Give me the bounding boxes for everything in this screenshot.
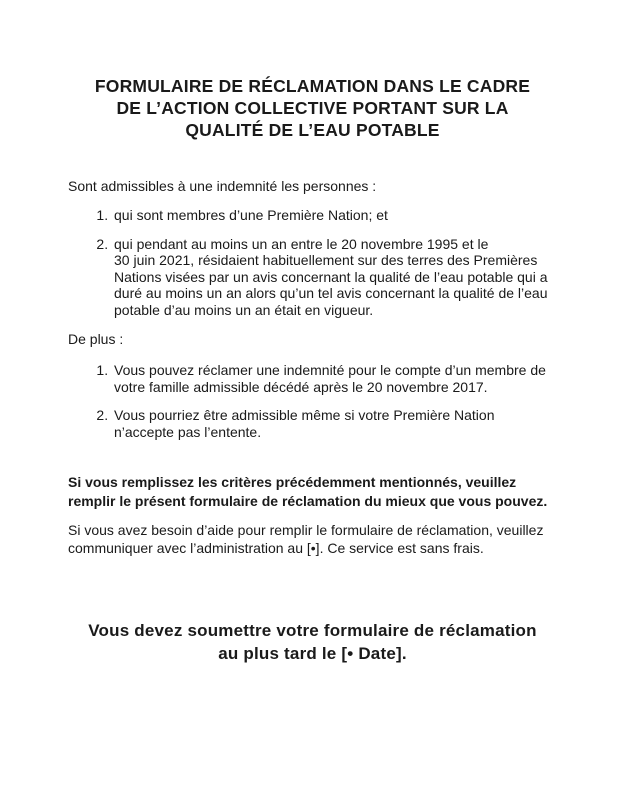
additional-item-2: 2. Vous pourriez être admissible même si votre Première Nation n’accepte pas l’entente. <box>112 407 557 440</box>
deadline-line-1: Vous devez soumettre votre formulaire de réclamation <box>88 621 537 640</box>
document-title-line-2: DE L’ACTION COLLECTIVE PORTANT SUR LA <box>116 98 509 118</box>
help-paragraph: Si vous avez besoin d’aide pour remplir le formulaire de réclamation, veuillez communiquer avec l’administration au [•]. Ce service est sans frais. <box>68 522 544 556</box>
deadline-heading <box>68 619 557 665</box>
additional-item-1: 1. Vous pouvez réclamer une indemnité pour le compte d’un membre de votre famille admissible décédé après le 20 novembre 2017. <box>112 362 557 395</box>
additional-intro: De plus : <box>68 331 124 347</box>
document-title <box>68 75 557 141</box>
eligibility-list <box>68 207 557 318</box>
eligibility-intro: Sont admissibles à une indemnité les personnes : <box>68 178 377 194</box>
eligibility-item-2: 2. qui pendant au moins un an entre le 20 novembre 1995 et le 30 juin 2021, résidaient habituellement sur des terres des Premières Nations visées par un avis concernant la qualité de l’eau potable qui a duré au moins un an alors qu’un tel avis concernant la qualité de l’eau potable d’au moins un an était en vigueur. <box>112 236 557 319</box>
instruction-paragraph: Si vous remplissez les critères précédemment mentionnés, veuillez remplir le présent formulaire de réclamation du mieux que vous pouvez. <box>68 474 548 509</box>
additional-list <box>68 362 557 440</box>
eligibility-item-1: 1. qui sont membres d’une Première Nation; et <box>112 207 557 224</box>
document-title-line-3: QUALITÉ DE L’EAU POTABLE <box>185 120 440 140</box>
deadline-line-2: au plus tard le [• Date]. <box>218 644 407 663</box>
document-title-line-1: FORMULAIRE DE RÉCLAMATION DANS LE CADRE <box>94 76 531 96</box>
